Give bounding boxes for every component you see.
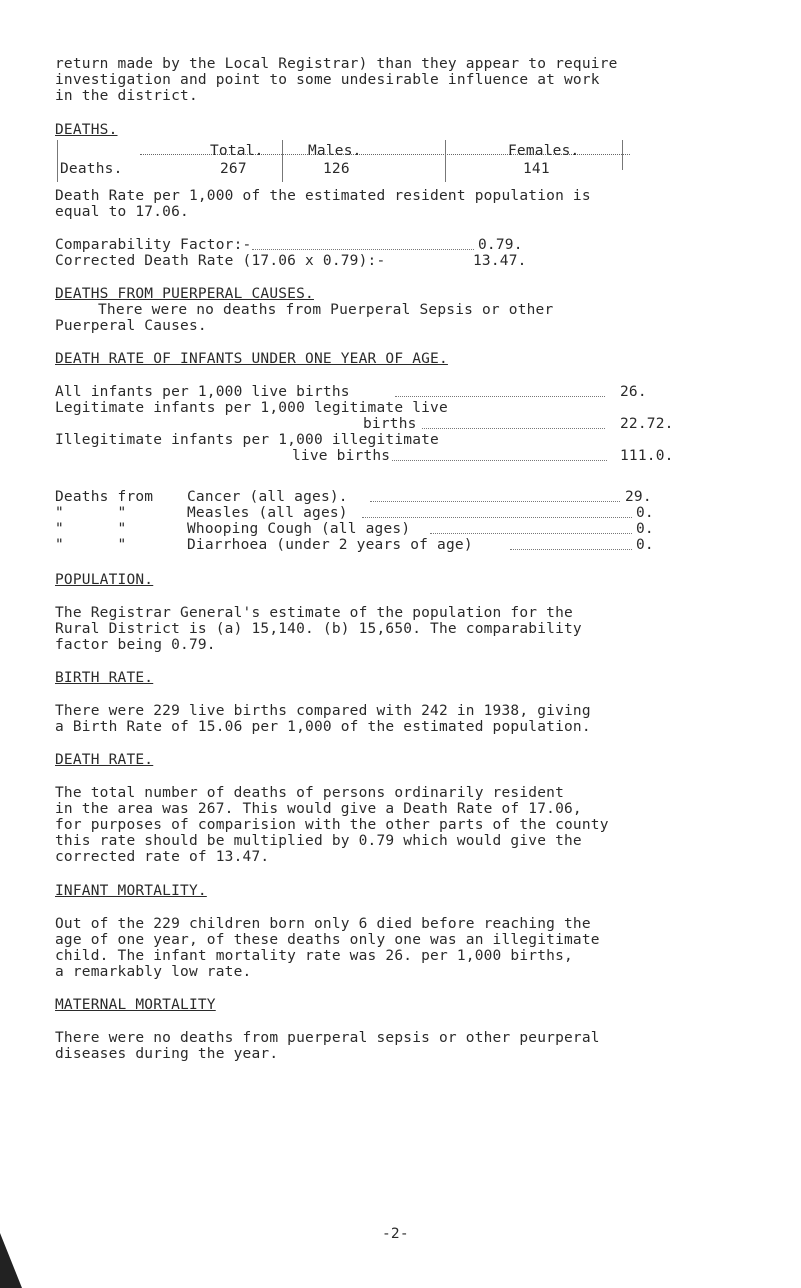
infant-mortality-line-4: a remarkably low rate. [55, 964, 252, 980]
table-left-border [57, 140, 58, 182]
intro-line-1: return made by the Local Registrar) than they appear to require [55, 56, 618, 72]
table-divider-2 [445, 140, 446, 182]
table-right-border [622, 140, 623, 170]
birth-rate-line-1: There were 229 live births compared with 242 in 1938, giving [55, 703, 591, 719]
death-rate-text-line-1: The total number of deaths of persons ordinarily resident [55, 785, 564, 801]
infant-rate-heading: DEATH RATE OF INFANTS UNDER ONE YEAR OF AGE. [55, 351, 448, 367]
legit-label-1: Legitimate infants per 1,000 legitimate live [55, 400, 448, 416]
maternal-line-2: diseases during the year. [55, 1046, 279, 1062]
cause-label: Cancer (all ages). [187, 489, 348, 505]
cause-prefix: " " [55, 521, 127, 537]
maternal-heading: MATERNAL MORTALITY [55, 997, 216, 1013]
population-heading: POPULATION. [55, 572, 154, 588]
deaths-row-label: Deaths. [60, 161, 123, 177]
infant-all-leader [395, 396, 605, 397]
col-header-total: Total. [210, 143, 264, 159]
puerperal-heading: DEATHS FROM PUERPERAL CAUSES. [55, 286, 314, 302]
comparability-label: Comparability Factor:- [55, 237, 252, 253]
puerperal-line-2: Puerperal Causes. [55, 318, 207, 334]
population-line-3: factor being 0.79. [55, 637, 216, 653]
legit-leader [422, 428, 605, 429]
cause-leader [510, 549, 632, 550]
deaths-total: 267 [220, 161, 247, 177]
intro-line-2: investigation and point to some undesirable influence at work [55, 72, 600, 88]
deaths-males: 126 [323, 161, 350, 177]
death-rate-text-line-2: in the area was 267. This would give a Death Rate of 17.06, [55, 801, 582, 817]
illegit-label-2: live births [292, 448, 391, 464]
infant-mortality-line-2: age of one year, of these deaths only one was an illegitimate [55, 932, 600, 948]
birth-rate-heading: BIRTH RATE. [55, 670, 154, 686]
cause-prefix: " " [55, 537, 127, 553]
cause-value: 0. [636, 537, 654, 553]
cause-label: Whooping Cough (all ages) [187, 521, 411, 537]
cause-prefix: " " [55, 505, 127, 521]
col-header-females: Females. [508, 143, 580, 159]
scan-edge-shadow [0, 1233, 22, 1288]
cause-label: Measles (all ages) [187, 505, 348, 521]
birth-rate-line-2: a Birth Rate of 15.06 per 1,000 of the estimated population. [55, 719, 591, 735]
puerperal-line-1: There were no deaths from Puerperal Sepsis or other [98, 302, 554, 318]
death-rate-text-line-4: this rate should be multiplied by 0.79 which would give the [55, 833, 582, 849]
intro-line-3: in the district. [55, 88, 198, 104]
cause-value: 0. [636, 521, 654, 537]
page-number: -2- [382, 1226, 409, 1242]
cause-value: 29. [625, 489, 652, 505]
legit-label-2: births [363, 416, 417, 432]
cause-leader [430, 533, 632, 534]
infant-all-value: 26. [620, 384, 647, 400]
corrected-label: Corrected Death Rate (17.06 x 0.79):- [55, 253, 386, 269]
cause-leader [362, 517, 632, 518]
maternal-line-1: There were no deaths from puerperal sepsis or other peurperal [55, 1030, 600, 1046]
death-rate-text-line-5: corrected rate of 13.47. [55, 849, 270, 865]
infant-all-label: All infants per 1,000 live births [55, 384, 350, 400]
comparability-leader [252, 249, 474, 250]
cause-label: Diarrhoea (under 2 years of age) [187, 537, 473, 553]
col-header-males: Males. [308, 143, 362, 159]
table-divider-1 [282, 140, 283, 182]
infant-mortality-line-3: child. The infant mortality rate was 26. per 1,000 births, [55, 948, 573, 964]
illegit-label-1: Illegitimate infants per 1,000 illegitimate [55, 432, 439, 448]
cause-value: 0. [636, 505, 654, 521]
death-rate-line-2: equal to 17.06. [55, 204, 189, 220]
illegit-value: 111.0. [620, 448, 674, 464]
comparability-value: 0.79. [478, 237, 523, 253]
corrected-value: 13.47. [473, 253, 527, 269]
death-rate-line-1: Death Rate per 1,000 of the estimated resident population is [55, 188, 591, 204]
deaths-heading: DEATHS. [55, 122, 118, 138]
infant-mortality-line-1: Out of the 229 children born only 6 died before reaching the [55, 916, 591, 932]
population-line-1: The Registrar General's estimate of the population for the [55, 605, 573, 621]
cause-prefix: Deaths from [55, 489, 154, 505]
death-rate-text-line-3: for purposes of comparision with the other parts of the county [55, 817, 609, 833]
illegit-leader [392, 460, 607, 461]
death-rate-heading: DEATH RATE. [55, 752, 154, 768]
infant-mortality-heading: INFANT MORTALITY. [55, 883, 207, 899]
legit-value: 22.72. [620, 416, 674, 432]
cause-leader [370, 501, 620, 502]
population-line-2: Rural District is (a) 15,140. (b) 15,650. The comparability [55, 621, 582, 637]
deaths-females: 141 [523, 161, 550, 177]
